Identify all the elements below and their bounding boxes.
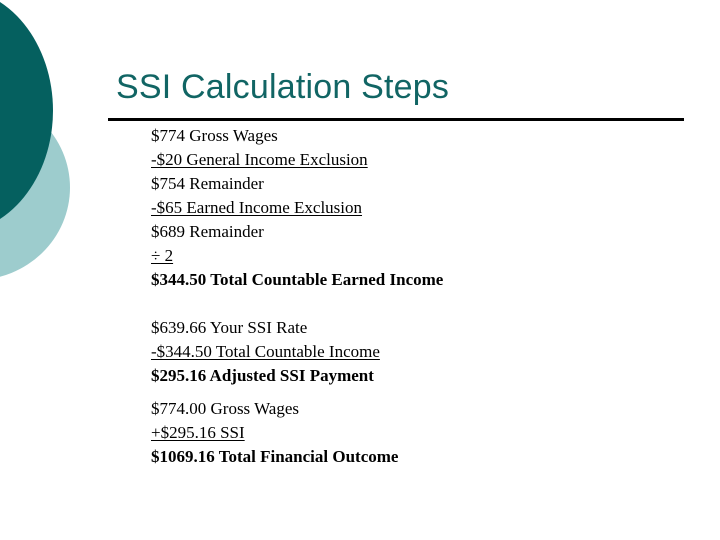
gross-wages-line: $774 Gross Wages <box>151 126 278 145</box>
earned-exclusion-line: -$65 Earned Income Exclusion <box>151 198 363 217</box>
total-countable-earned-income: $344.50 Total Countable Earned Income <box>151 270 444 289</box>
adjusted-ssi-payment: $295.16 Adjusted SSI Payment <box>151 366 374 385</box>
title-divider <box>108 118 684 121</box>
gross-wages-total-line: $774.00 Gross Wages <box>151 399 300 418</box>
slide-title: SSI Calculation Steps <box>116 68 450 106</box>
ssi-addition-line: +$295.16 SSI <box>151 423 245 442</box>
divide-by-two-line: ÷ 2 <box>151 246 174 265</box>
remainder-line: $754 Remainder <box>151 174 264 193</box>
countable-income-line: -$344.50 Total Countable Income <box>151 342 380 361</box>
general-exclusion-line: -$20 General Income Exclusion <box>151 150 368 169</box>
remainder-line-2: $689 Remainder <box>151 222 264 241</box>
ssi-rate-line: $639.66 Your SSI Rate <box>151 318 308 337</box>
total-financial-outcome: $1069.16 Total Financial Outcome <box>151 447 399 466</box>
